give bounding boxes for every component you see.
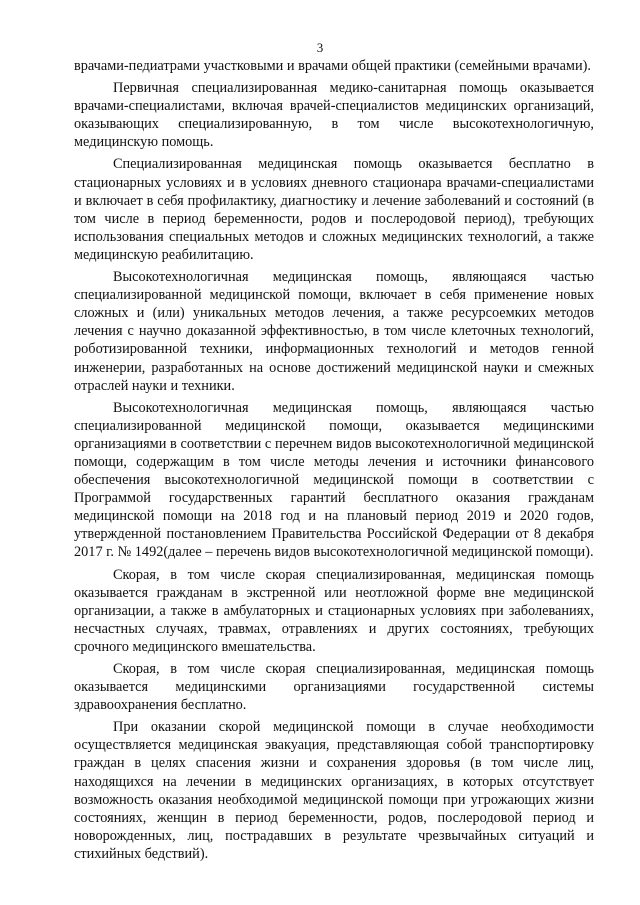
paragraph-emergency-care: Скорая, в том числе скорая специализированная, медицинская помощь оказывается гражданам в экстренной или неотложной форме вне медицинской организации, а также в амбулаторных и стационарных условиях при заболеваниях, несчастных случаях, травмах, отравлениях и других состояниях, требующих срочного медицинского вмешательства. [74, 566, 594, 655]
document-body [74, 57, 594, 863]
paragraph-high-tech-care-definition: Высокотехнологичная медицинская помощь, являющаяся частью специализированной медицинской помощи, включает в себя применение новых сложных и (или) уникальных методов лечения, а также ресурсоемких методов лечения с научно доказанной эффективностью, в том числе клеточных технологий, роботизированной техники, информационных технологий и методов генной инженерии, разработанных на основе достижений медицинской науки и смежных отраслей науки и техники. [74, 269, 594, 394]
paragraph-medical-evacuation: При оказании скорой медицинской помощи в случае необходимости осуществляется медицинская эвакуация, представляющая собой транспортировку граждан в целях спасения жизни и сохранения здоровья (в том числе лиц, находящихся на лечении в медицинских организациях, в которых отсутствует возможность оказания необходимой медицинской помощи при угрожающих жизни состояниях, женщин в период беременности, родов, послеродовой период и новорожденных, лиц, пострадавших в результате чрезвычайных ситуаций и стихийных бедствий). [74, 719, 594, 862]
paragraph-emergency-care-free: Скорая, в том числе скорая специализированная, медицинская помощь оказывается медицинскими организациями государственной системы здравоохранения бесплатно. [74, 661, 594, 714]
paragraph-continuation: врачами-педиатрами участковыми и врачами общей практики (семейными врачами). [74, 58, 591, 74]
page-number: 3 [316, 40, 324, 55]
paragraph-high-tech-care-provision: Высокотехнологичная медицинская помощь, являющаяся частью специализированной медицинской помощи, оказывается медицинскими организациями в соответствии с перечнем видов высокотехнологичной медицинской помощи, содержащим в том числе методы лечения и источники финансового обеспечения высокотехнологичной медицинской помощи в соответствии с Программой государственных гарантий бесплатного оказания гражданам медицинской помощи на 2018 год и на плановый период 2019 и 2020 годов, утвержденной постановлением Правительства Российской Федерации от 8 декабря 2017 г. № 1492(далее – перечень видов высокотехнологичной медицинской помощи). [74, 399, 594, 561]
paragraph-specialized-care: Специализированная медицинская помощь оказывается бесплатно в стационарных условиях и в условиях дневного стационара врачами-специалистами и включает в себя профилактику, диагностику и лечение заболеваний и состояний (в том числе в период беременности, родов и послеродовой период), требующих использования специальных методов и сложных медицинских технологий, а также медицинскую реабилитацию. [74, 156, 594, 263]
paragraph-primary-specialized-care: Первичная специализированная медико-санитарная помощь оказывается врачами-специалистами, включая врачей-специалистов медицинских организаций, оказывающих специализированную, в том числе высокотехнологичную, медицинскую помощь. [74, 80, 594, 151]
